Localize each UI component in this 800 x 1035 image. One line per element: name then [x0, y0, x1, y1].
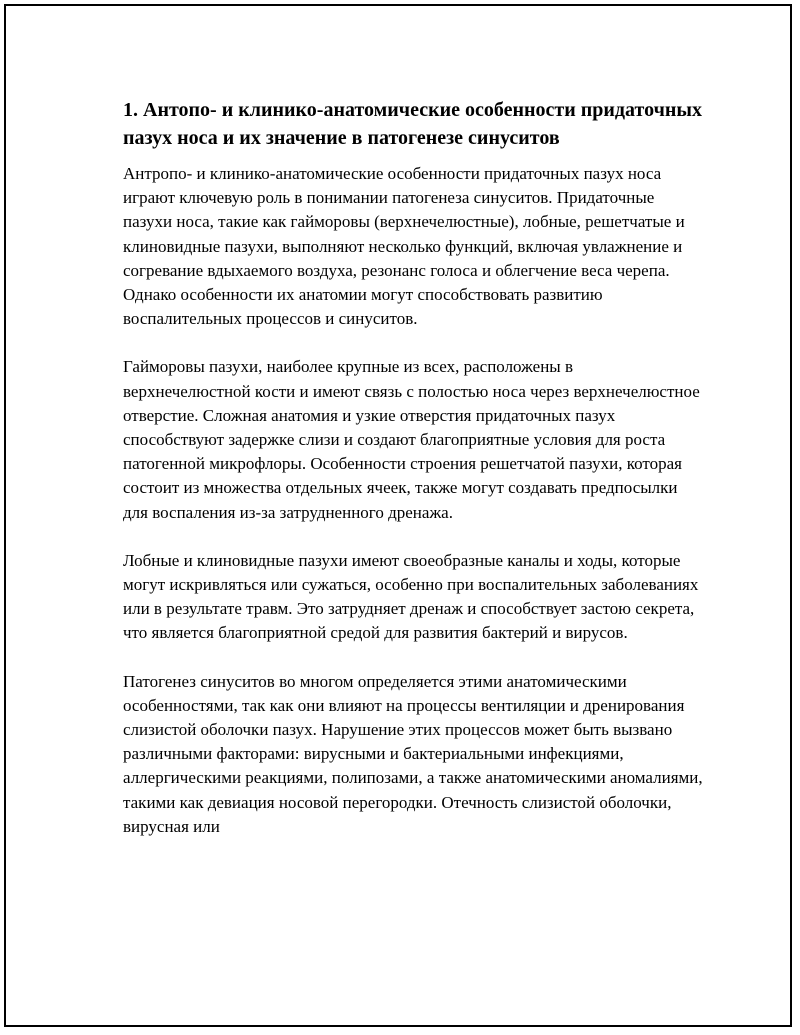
paragraph-4: Патогенез синуситов во многом определяется этими анатомическими особенностями, так как они влияют на процессы вентиляции и дренирования слизистой оболочки пазух. Нарушение этих процессов может быть вызвано различными факторами: вирусными и бактериальными инфекциями, аллергическими реакциями, полипозами, а также анатомическими аномалиями, такими как девиация носовой перегородки. Отечность слизистой оболочки, вирусная или [123, 671, 703, 836]
document-page [4, 4, 792, 1027]
section-heading: 1. Антопо- и клинико-анатомические особенности придаточных пазух носа и их значение в патогенезе синуситов [123, 99, 702, 149]
paragraph-3: Лобные и клиновидные пазухи имеют своеобразные каналы и ходы, которые могут искривляться или сужаться, особенно при воспалительных заболеваниях или в результате травм. Это затрудняет дренаж и способствует застою секрета, что является благоприятной средой для развития бактерий и вирусов. [123, 550, 699, 643]
paragraph-1: Антропо- и клинико-анатомические особенности придаточных пазух носа играют ключевую роль в понимании патогенеза синуситов. Придаточные пазухи носа, такие как гайморовы (верхнечелюстные), лобные, решетчатые и клиновидные пазухи, выполняют несколько функций, включая увлажнение и согревание вдыхаемого воздуха, резонанс голоса и облегчение веса черепа. Однако особенности их анатомии могут способствовать развитию воспалительных процессов и синуситов. [123, 164, 685, 329]
paragraph-2: Гайморовы пазухи, наиболее крупные из всех, расположены в верхнечелюстной кости и имеют связь с полостью носа через верхнечелюстное отверстие. Сложная анатомия и узкие отверстия придаточных пазух способствуют задержке слизи и создают благоприятные условия для роста патогенной микрофлоры. Особенности строения решетчатой пазухи, которая состоит из множества отдельных ячеек, также могут создавать предпосылки для воспаления из-за затрудненного дренажа. [123, 357, 700, 522]
document-body [123, 97, 703, 863]
